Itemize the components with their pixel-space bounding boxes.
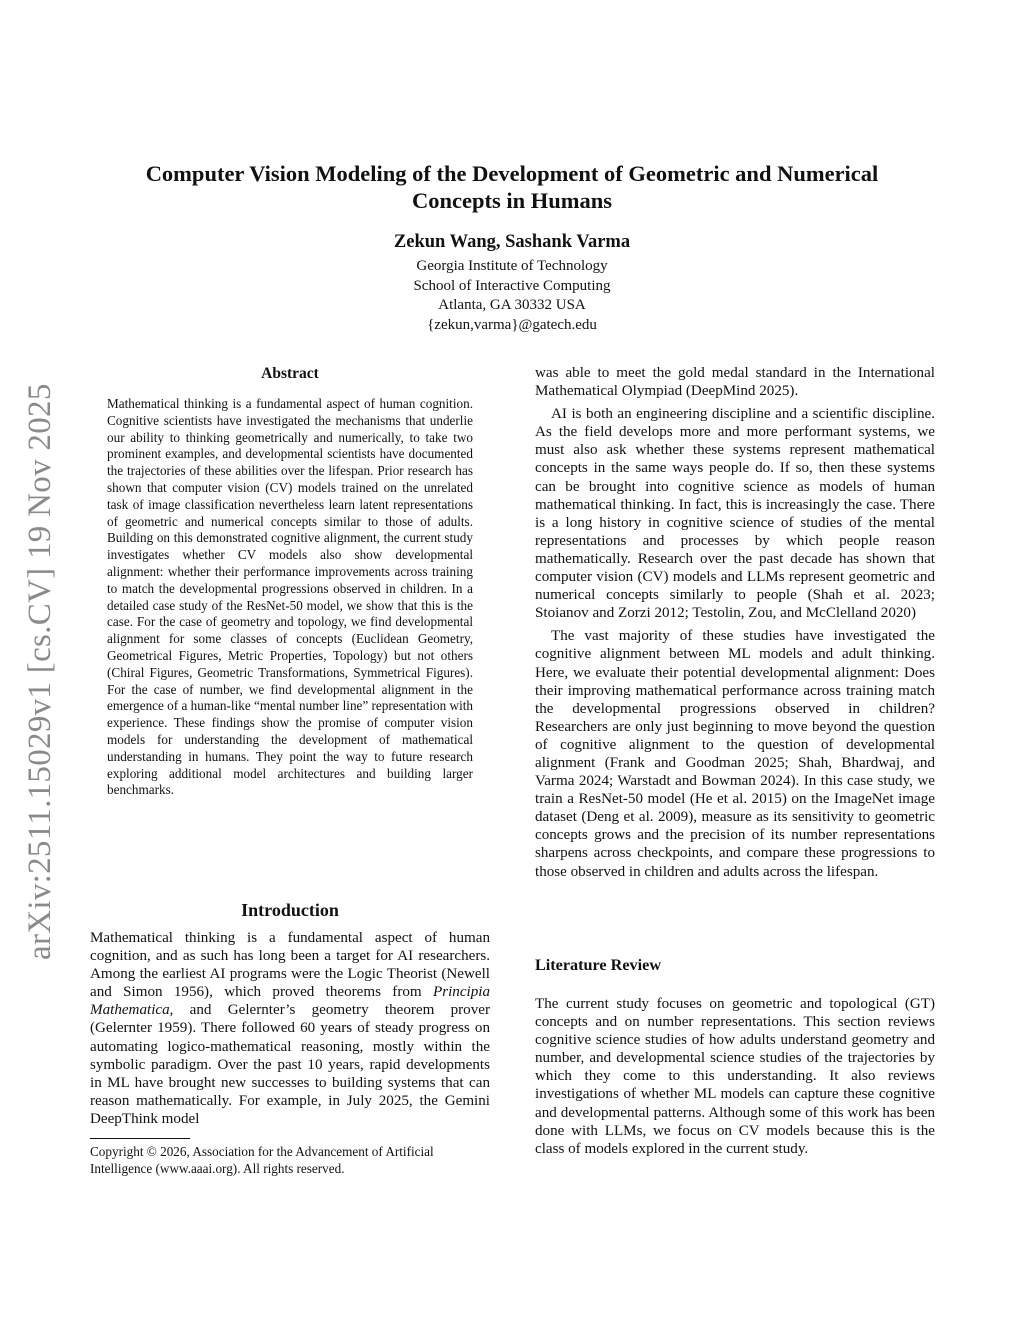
literature-review-heading: Literature Review bbox=[535, 956, 662, 974]
paragraph-ai-discipline: AI is both an engineering discipline and a scientific discipline. As the field develops more and more performant systems, we must also ask whether these systems represent mathematical concepts in the same ways people do. If so, then these systems can be brought into cognitive science as models of human mathematical thinking. In fact, this is increasingly the case. There is a long history in cognitive science of studies of the mental representations and processes by which people reason mathematically. Research over the past decade has shown that computer vision (CV) models and LLMs represent geometric and numerical concepts similarly to people (Shah et al. 2023; Stoianov and Zorzi 2012; Testolin, Zou, and McClelland 2020) bbox=[535, 406, 935, 622]
address: Atlanta, GA 30332 USA bbox=[438, 297, 586, 313]
abstract-heading: Abstract bbox=[261, 365, 319, 382]
email: {zekun,varma}@gatech.edu bbox=[427, 316, 597, 333]
intro-text-part-1: Mathematical thinking is a fundamental aspect of human cognition, and as such has long been a target for AI researchers. Among the earliest AI programs were the Logic Theorist (Newell and Simon 1956), which proved theorems from bbox=[90, 930, 490, 1001]
intro-italic-title: Principia Mathematica bbox=[90, 984, 490, 1019]
abstract-body: Mathematical thinking is a fundamental aspect of human cognition. Cognitive scientists have investigated the mechanisms that underlie our ability to thinking geometrically and numerically, to take two prominent examples, and developmental scientists have documented the trajectories of these abilities over the lifespan. Prior research has shown that computer vision (CV) models trained on the unrelated task of image classification nevertheless learn latent representations of geometric and numerical concepts similar to those of adults. Building on this demonstrated cognitive alignment, the current study investigates whether CV models also show developmental alignment: whether their performance improvements across training to match the developmental progressions observed in children. In a detailed case study of the ResNet-50 model, we show that this is the case. For the case of geometry and topology, we find developmental alignment for some classes of concepts (Euclidean Geometry, Geometrical Figures, Metric Properties, Topology) but not others (Chiral Figures, Geometric Transformations, Symmetrical Figures). For the case of number, we find developmental alignment in the emergence of a human-like “mental number line” representation with experience. These findings show the promise of computer vision models for understanding the development of mathematical understanding in humans. They point the way to future research exploring additional model architectures and building larger benchmarks. bbox=[107, 396, 473, 798]
continuation-paragraph: was able to meet the gold medal standard in the International Mathematical Olympiad (DeepMind 2025). bbox=[535, 365, 935, 400]
intro-text-part-2: , and Gelernter’s geometry theorem prover (Gelernter 1959). There followed 60 years of steady progress on automating logico-mathematical reasoning, mostly within the symbolic paradigm. Over the past 10 years, rapid developments in ML have brought new successes to building systems that can reason mathematically. For example, in July 2025, the Gemini DeepThink model bbox=[90, 1002, 490, 1127]
paper-title: Computer Vision Modeling of the Development of Geometric and Numerical Concepts in Humans bbox=[145, 161, 879, 213]
arxiv-identifier: arXiv:2511.15029v1 [cs.CV] 19 Nov 2025 bbox=[22, 383, 58, 960]
introduction-heading: Introduction bbox=[241, 900, 339, 920]
footnote-rule bbox=[90, 1138, 190, 1139]
introduction-body bbox=[90, 929, 490, 1128]
paragraph-alignment: The vast majority of these studies have investigated the cognitive alignment between ML models and adult thinking. Here, we evaluate their potential developmental alignment: Does their improving mathematical performance across training match the developmental progressions observed in children? Researchers are only just beginning to move beyond the question of cognitive alignment to the question of developmental alignment (Frank and Goodman 2025; Shah, Bhardwaj, and Varma 2024; Warstadt and Bowman 2024). In this case study, we train a ResNet-50 model (He et al. 2015) on the ImageNet image dataset (Deng et al. 2009), measure as its sensitivity to geometric concepts grows and the precision of its number representations sharpens across checkpoints, and compare these progressions to those observed in children and adults across the lifespan. bbox=[535, 628, 935, 880]
affiliation-block bbox=[100, 257, 924, 335]
author-list: Zekun Wang, Sashank Varma bbox=[393, 232, 631, 252]
right-column bbox=[535, 364, 935, 886]
copyright-footnote: Copyright © 2026, Association for the Advancement of Artificial Intelligence (www.aaai.org). All rights reserved. bbox=[90, 1144, 434, 1176]
school: School of Interactive Computing bbox=[413, 277, 611, 294]
institution: Georgia Institute of Technology bbox=[416, 258, 608, 274]
literature-review-body: The current study focuses on geometric and topological (GT) concepts and on number representations. This section reviews cognitive science studies of how adults understand geometry and number, and developmental science studies of the trajectories by which they come to this understanding. It also reviews investigations of whether ML models can capture these cognitive and developmental patterns. Although some of this work has been done with LLMs, we focus on CV models because this is the class of models explored in the current study. bbox=[535, 996, 935, 1157]
